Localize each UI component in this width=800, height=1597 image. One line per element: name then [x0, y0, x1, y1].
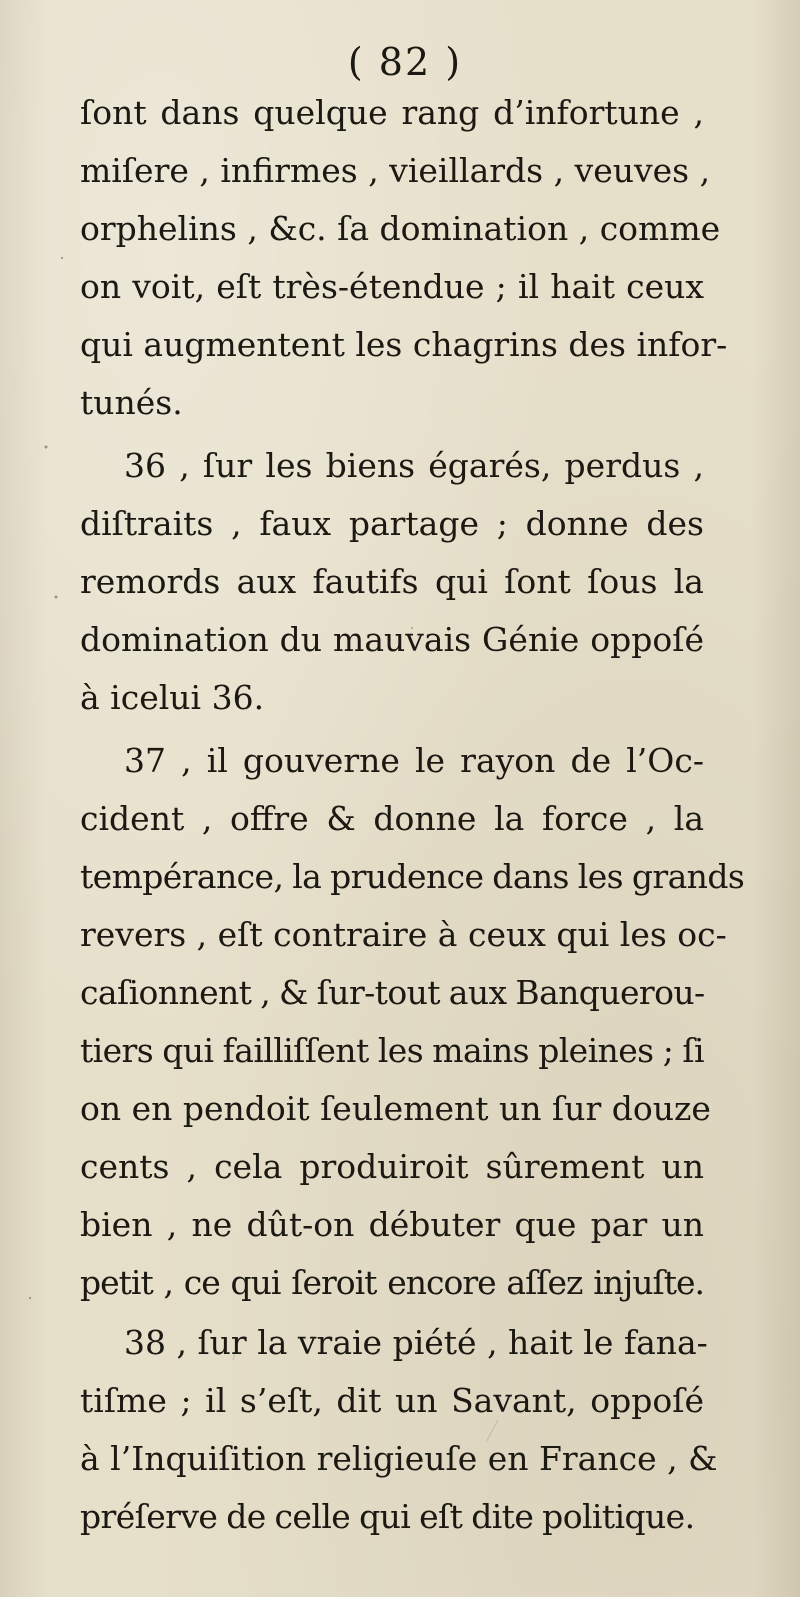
text-line: tempérance, la prudence dans les grands — [80, 857, 745, 896]
text-line: bien , ne dût-on débuter que par un — [80, 1205, 704, 1244]
paragraph-37-line: 37 , il gouverne le rayon de l’Oc- — [124, 741, 704, 780]
text-line: à l’Inquiſition religieuſe en France , & — [80, 1439, 718, 1478]
text-line: diſtraits , faux partage ; donne des — [80, 504, 704, 543]
text-line: domination du mauvais Génie oppoſé — [80, 620, 704, 659]
text-line: tiſme ; il s’eſt, dit un Savant, oppoſé — [80, 1381, 704, 1420]
text-line: qui augmentent les chagrins des infor- — [80, 325, 728, 364]
text-line: cents , cela produiroit sûrement un — [80, 1147, 704, 1186]
text-line: préſerve de celle qui eſt dite politique. — [80, 1497, 695, 1536]
paragraph-36-line: 36 , ſur les biens égarés, perdus , — [124, 446, 704, 485]
text-line: on en pendoit ſeulement un ſur douze — [80, 1089, 711, 1128]
text-line: cident , offre & donne la force , la — [80, 799, 704, 838]
text-line: ſont dans quelque rang d’infortune , — [80, 93, 704, 132]
text-line: tiers qui failliſſent les mains pleines ; ſi — [80, 1031, 704, 1070]
text-line: caſionnent , & ſur-tout aux Banquerou- — [80, 973, 705, 1012]
text-line: revers , eſt contraire à ceux qui les oc- — [80, 915, 727, 954]
text-line: on voit, eſt très-étendue ; il hait ceux — [80, 267, 704, 306]
text-line: orphelins , &c. ſa domination , comme — [80, 209, 721, 248]
text-line: à icelui 36. — [80, 678, 265, 717]
page-number: ( 82 ) — [347, 40, 463, 84]
paragraph-38-line: 38 , ſur la vraie piété , hait le fana- — [124, 1323, 708, 1362]
text-line: miſere , infirmes , vieillards , veuves , — [80, 151, 711, 190]
text-line: petit , ce qui ſeroit encore aſſez injuſte. — [80, 1263, 704, 1302]
text-line: tunés. — [80, 383, 183, 422]
text-line: remords aux fautifs qui ſont ſous la — [80, 562, 704, 601]
